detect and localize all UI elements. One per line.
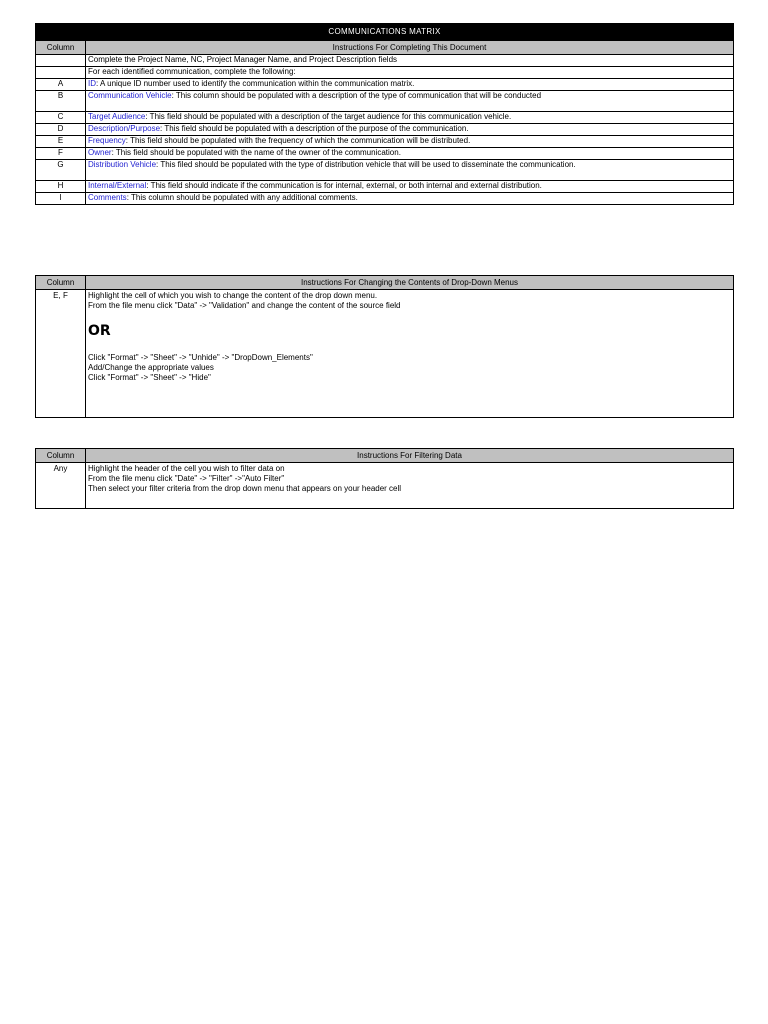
instructions-header: Instructions For Completing This Document <box>86 41 734 55</box>
field-keyword: ID <box>88 79 96 88</box>
table-row <box>36 148 734 160</box>
instructions-header: Instructions For Changing the Contents of Drop-Down Menus <box>86 276 734 290</box>
instruction-cell <box>86 160 734 181</box>
table-row <box>36 79 734 91</box>
column-cell: Any <box>36 463 86 509</box>
table-row <box>36 91 734 112</box>
field-description: : This column should be populated with any additional comments. <box>126 193 358 202</box>
instructions-cell <box>86 463 734 509</box>
field-keyword: Target Audience <box>88 112 146 121</box>
instruction-cell <box>86 79 734 91</box>
instructions-cell <box>86 290 734 418</box>
column-header: Column <box>36 41 86 55</box>
column-letter-cell: F <box>36 148 86 160</box>
field-keyword: Frequency <box>88 136 126 145</box>
table-row <box>36 124 734 136</box>
instruction-line: Highlight the header of the cell you wish to filter data on <box>88 464 285 473</box>
instruction-line: Then select your filter criteria from the drop down menu that appears on your header cell <box>88 484 402 493</box>
table-row <box>36 160 734 181</box>
dropdown-instructions-table <box>35 275 734 418</box>
column-letter-cell: D <box>36 124 86 136</box>
field-description: : This field should indicate if the communication is for internal, external, or both internal and external distribution. <box>146 181 542 190</box>
instruction-line: Click "Format" -> "Sheet" -> "Unhide" -> "DropDown_Elements" <box>88 353 313 362</box>
instruction-cell <box>86 124 734 136</box>
field-keyword: Description/Purpose <box>88 124 161 133</box>
instruction-cell <box>86 181 734 193</box>
field-description: : This field should be populated with a description of the target audience for this communication vehicle. <box>145 112 512 121</box>
column-header: Column <box>36 276 86 290</box>
instruction-cell <box>86 193 734 205</box>
instructions-header: Instructions For Filtering Data <box>86 449 734 463</box>
matrix-title: COMMUNICATIONS MATRIX <box>36 24 734 41</box>
instruction-line: Add/Change the appropriate values <box>88 363 214 372</box>
column-header: Column <box>36 449 86 463</box>
instruction-line: Highlight the cell of which you wish to change the content of the drop down menu. <box>88 291 378 300</box>
field-description: For each identified communication, complete the following: <box>88 67 296 76</box>
column-letter-cell: H <box>36 181 86 193</box>
field-keyword: Internal/External <box>88 181 147 190</box>
field-keyword: Owner <box>88 148 112 157</box>
instruction-cell <box>86 136 734 148</box>
instruction-line: From the file menu click "Date" -> "Filter" ->"Auto Filter" <box>88 474 285 483</box>
table-row <box>36 67 734 79</box>
field-keyword: Communication Vehicle <box>88 91 172 100</box>
field-description: : This field should be populated with the frequency of which the communication will be distributed. <box>125 136 471 145</box>
filtering-instructions-table <box>35 448 734 509</box>
table-row <box>36 55 734 67</box>
field-description: Complete the Project Name, NC, Project Manager Name, and Project Description fields <box>88 55 398 64</box>
table-row <box>36 136 734 148</box>
column-letter-cell: G <box>36 160 86 181</box>
matrix-rows <box>36 55 734 205</box>
column-letter-cell: A <box>36 79 86 91</box>
column-letter-cell <box>36 55 86 67</box>
field-description: : A unique ID number used to identify the communication within the communication matrix. <box>96 79 415 88</box>
communications-matrix-table <box>35 23 734 205</box>
instruction-cell <box>86 91 734 112</box>
field-keyword: Comments <box>88 193 127 202</box>
instruction-line: From the file menu click "Data" -> "Validation" and change the content of the source field <box>88 301 401 310</box>
field-description: : This filed should be populated with the type of distribution vehicle that will be used to disseminate the communication. <box>156 160 576 169</box>
column-letter-cell <box>36 67 86 79</box>
column-letter-cell: C <box>36 112 86 124</box>
column-cell: E, F <box>36 290 86 418</box>
instruction-cell <box>86 112 734 124</box>
field-description: : This field should be populated with a description of the purpose of the communication. <box>160 124 469 133</box>
instruction-cell <box>86 55 734 67</box>
table-row <box>36 181 734 193</box>
field-keyword: Distribution Vehicle <box>88 160 157 169</box>
table-row <box>36 193 734 205</box>
instruction-line: Click "Format" -> "Sheet" -> "Hide" <box>88 373 211 382</box>
field-description: : This field should be populated with the name of the owner of the communication. <box>111 148 401 157</box>
column-letter-cell: B <box>36 91 86 112</box>
field-description: : This column should be populated with a description of the type of communication that will be conducted <box>171 91 542 100</box>
instruction-cell <box>86 148 734 160</box>
table-row <box>36 112 734 124</box>
column-letter-cell: E <box>36 136 86 148</box>
instruction-cell <box>86 67 734 79</box>
or-label: OR <box>88 323 111 339</box>
column-letter-cell: I <box>36 193 86 205</box>
